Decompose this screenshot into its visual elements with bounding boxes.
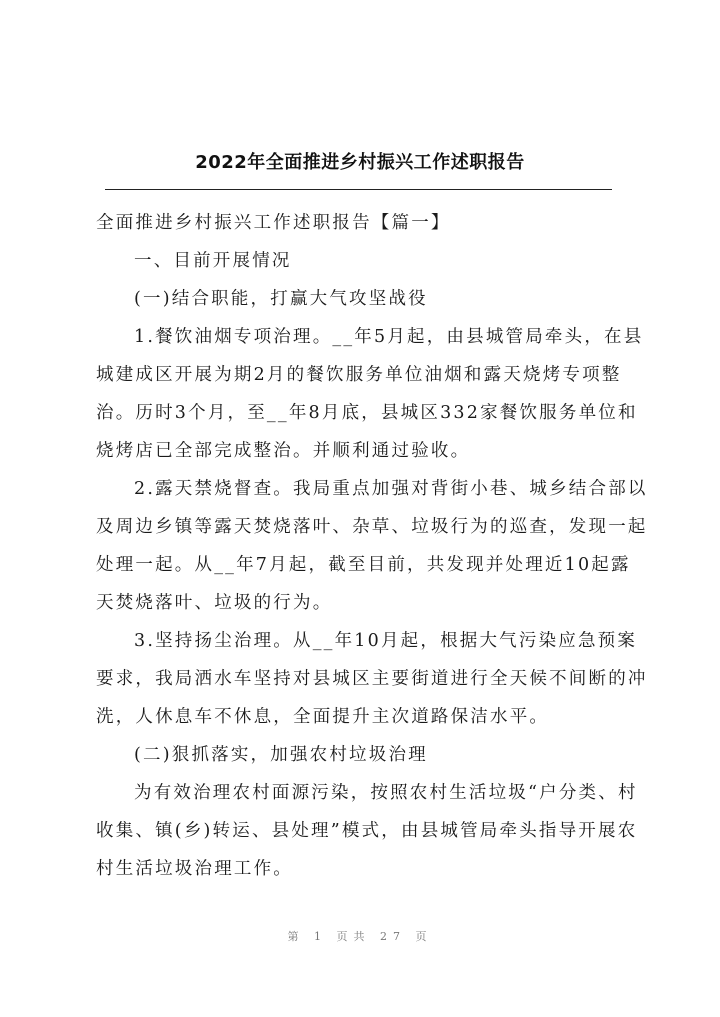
paragraph-line: 烧烤店已全部完成整治。并顺利通过验收。 [96, 441, 471, 461]
paragraph-line: 城建成区开展为期2月的餐饮服务单位油烟和露天烧烤专项整 [96, 365, 622, 385]
paragraph-line: 村生活垃圾治理工作。 [96, 859, 293, 879]
paragraph-line: 天焚烧落叶、垃圾的行为。 [96, 593, 333, 613]
paragraph-line: 治。历时3个月，至__年8月底，县城区332家餐饮服务单位和 [96, 403, 638, 423]
paragraph-line: 3.坚持扬尘治理。从__年10月起，根据大气污染应急预案 [134, 631, 638, 651]
paragraph-line: 及周边乡镇等露天焚烧落叶、杂草、垃圾行为的巡查，发现一起 [96, 517, 648, 537]
subheading-1: 一、目前开展情况 [134, 251, 292, 271]
title-divider [105, 189, 612, 190]
paragraph-line: 为有效治理农村面源污染，按照农村生活垃圾“户分类、村 [134, 783, 638, 803]
section-heading: 全面推进乡村振兴工作述职报告【篇一】 [96, 213, 451, 233]
paragraph-line: 处理一起。从__年7月起，截至目前，共发现并处理近10起露 [96, 555, 631, 575]
paragraph-line: 洗，人休息车不休息，全面提升主次道路保洁水平。 [96, 707, 550, 727]
subheading-2: (一)结合职能，打赢大气攻坚战役 [134, 289, 428, 309]
page-number: 第 1 页共 27 页 [287, 930, 433, 943]
paragraph-line: 收集、镇(乡)转运、县处理”模式，由县城管局牵头指导开展农 [96, 821, 638, 841]
paragraph-line: 要求，我局洒水车坚持对县城区主要街道进行全天候不间断的冲 [96, 669, 648, 689]
paragraph-line: 2.露天禁烧督查。我局重点加强对背街小巷、城乡结合部以 [134, 479, 648, 499]
paragraph-line: 1.餐饮油烟专项治理。__年5月起，由县城管局牵头，在县 [134, 327, 644, 347]
subheading-3: (二)狠抓落实，加强农村垃圾治理 [134, 745, 428, 765]
document-title: 2022年全面推进乡村振兴工作述职报告 [195, 152, 525, 173]
